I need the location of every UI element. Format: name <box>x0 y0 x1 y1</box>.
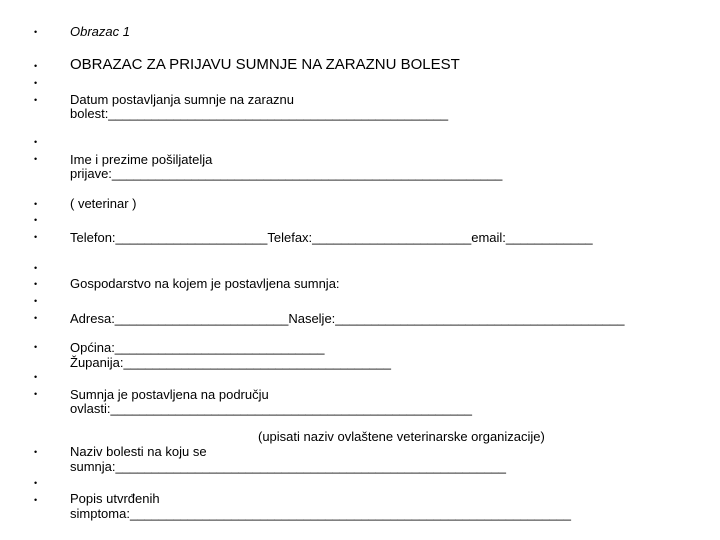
bullet: • <box>34 342 38 352</box>
date-field[interactable]: bolest:_______________________________________________ <box>70 106 449 121</box>
disease-field[interactable]: sumnja:______________________________________________________ <box>70 459 506 474</box>
bullet: • <box>34 495 38 505</box>
bullet: • <box>34 372 38 382</box>
area-field[interactable]: ovlasti:__________________________________________________ <box>70 401 472 416</box>
bullet: • <box>34 279 38 289</box>
bullet: • <box>34 232 38 242</box>
bullet: • <box>34 478 38 488</box>
form-label: Obrazac 1 <box>70 24 130 39</box>
opcina-field[interactable]: Općina:_____________________________ <box>70 340 325 355</box>
org-note: (upisati naziv ovlaštene veterinarske organizacije) <box>258 429 545 444</box>
symptoms-field-label: Popis utvrđenih <box>70 491 160 506</box>
veterinar-note: ( veterinar ) <box>70 196 137 211</box>
bullet: • <box>34 296 38 306</box>
form-title: OBRAZAC ZA PRIJAVU SUMNJE NA ZARAZNU BOLEST <box>70 56 460 73</box>
disease-field-label: Naziv bolesti na koju se <box>70 444 207 459</box>
bullet: • <box>34 447 38 457</box>
bullet: • <box>34 95 38 105</box>
symptoms-field[interactable]: simptoma:_____________________________________________________________ <box>70 506 571 521</box>
sender-field[interactable]: prijave:______________________________________________________ <box>70 166 503 181</box>
date-field-label: Datum postavljanja sumnje na zaraznu <box>70 92 295 107</box>
bullet: • <box>34 154 38 164</box>
bullet: • <box>34 199 38 209</box>
contact-fields[interactable]: Telefon:_____________________Telefax:______________________email:____________ <box>70 230 593 245</box>
farm-label: Gospodarstvo na kojem je postavljena sumnja: <box>70 276 340 291</box>
bullet: • <box>34 78 38 88</box>
address-fields[interactable]: Adresa:________________________Naselje:________________________________________ <box>70 311 625 326</box>
bullet: • <box>34 313 38 323</box>
zupanija-field[interactable]: Županija:_____________________________________ <box>70 355 391 370</box>
bullet: • <box>34 137 38 147</box>
bullet: • <box>34 27 38 37</box>
bullet: • <box>34 263 38 273</box>
bullet: • <box>34 389 38 399</box>
bullet: • <box>34 61 38 71</box>
area-field-label: Sumnja je postavljena na području <box>70 387 269 402</box>
bullet: • <box>34 215 38 225</box>
sender-field-label: Ime i prezime pošiljatelja <box>70 152 213 167</box>
